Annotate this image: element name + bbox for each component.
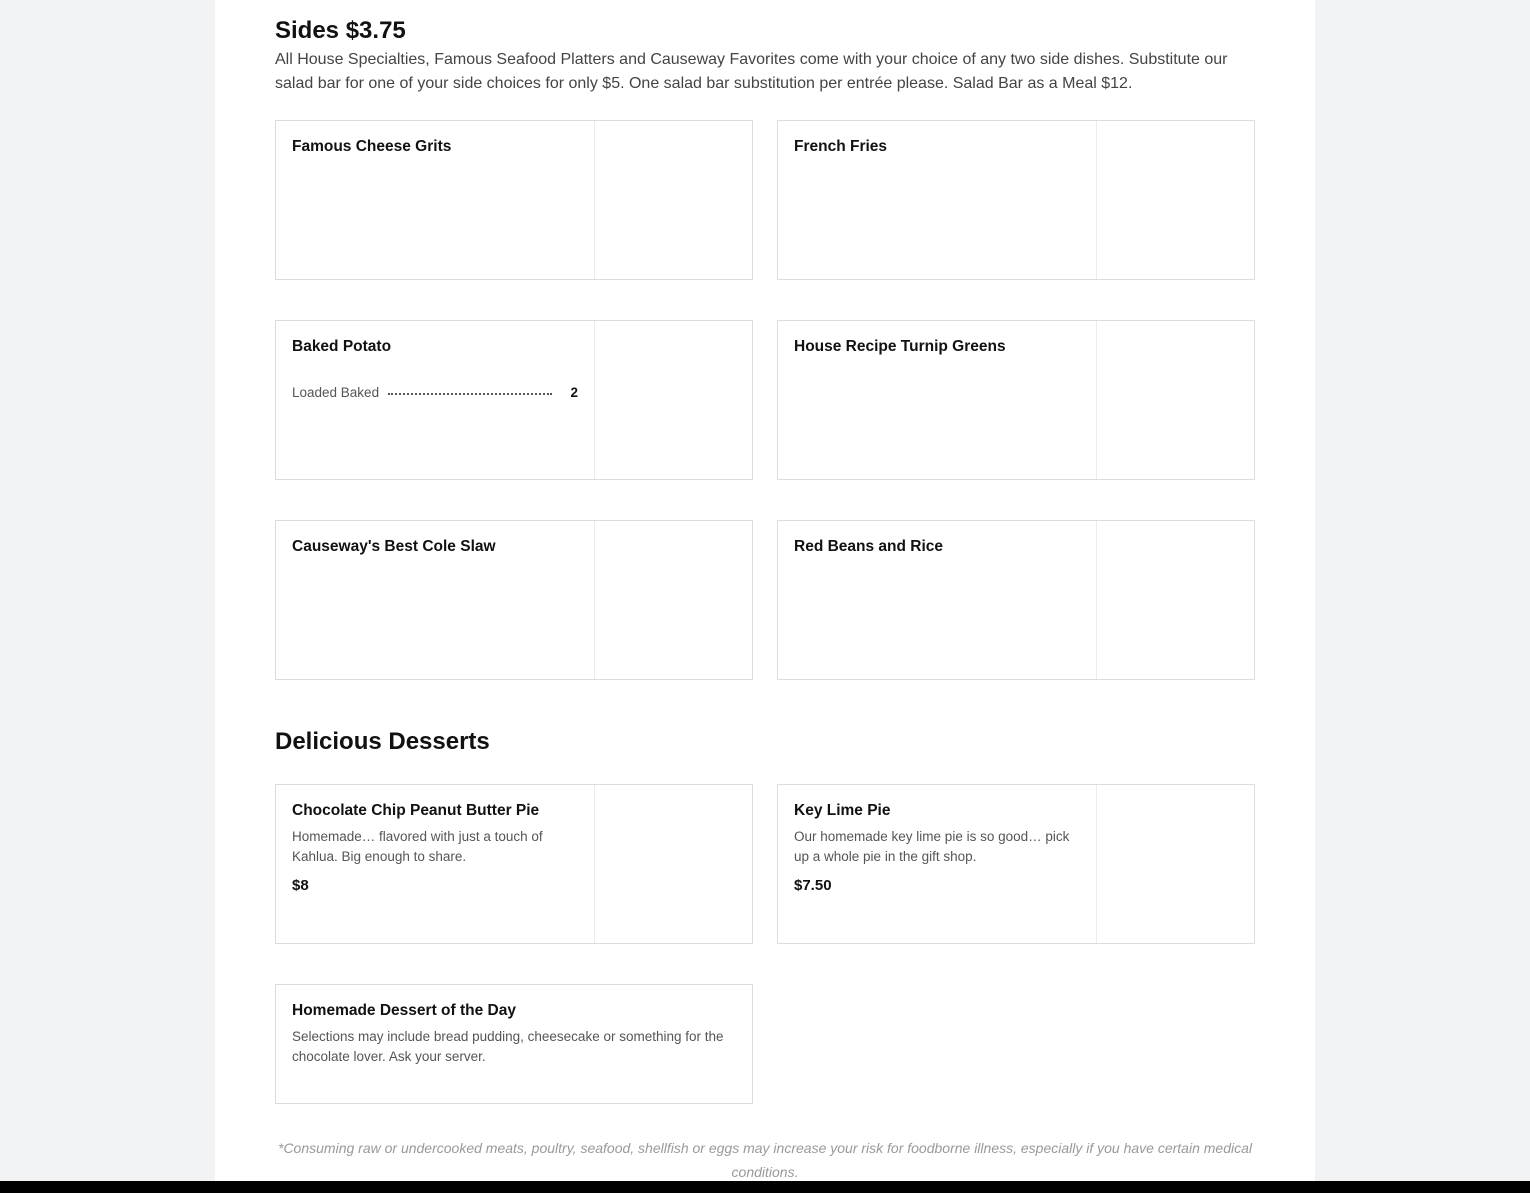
menu-item-image-area	[1096, 121, 1254, 279]
menu-item-image-area	[594, 785, 752, 943]
menu-item-image-area	[594, 321, 752, 479]
menu-item-card[interactable]	[275, 120, 753, 280]
menu-item-description: Selections may include bread pudding, cheesecake or something for the chocolate lover. Ask your server.	[292, 1029, 724, 1064]
menu-item-description: Homemade… flavored with just a touch of Kahlua. Big enough to share.	[292, 829, 543, 864]
menu-item-option	[292, 385, 578, 403]
menu-item-image-area	[1096, 521, 1254, 679]
menu-item-name: Key Lime Pie	[794, 802, 891, 819]
menu-item-name: French Fries	[794, 138, 888, 155]
food-safety-footnote: *Consuming raw or undercooked meats, poultry, seafood, shellfish or eggs may increase your risk for foodborne illness, especially if you have certain medical conditions.	[278, 1140, 1252, 1180]
menu-item-name: Famous Cheese Grits	[292, 138, 452, 155]
bottom-bar	[0, 1181, 1530, 1193]
menu-item-name: Baked Potato	[292, 338, 392, 355]
menu-item-card[interactable]	[777, 320, 1255, 480]
sides-section-title: Sides $3.75	[275, 17, 406, 44]
option-price: 2	[570, 385, 578, 400]
menu-item-name: Chocolate Chip Peanut Butter Pie	[292, 802, 540, 819]
menu-page	[215, 0, 1315, 1193]
menu-item-card[interactable]	[275, 520, 753, 680]
menu-item-description: Our homemade key lime pie is so good… pick up a whole pie in the gift shop.	[794, 829, 1070, 864]
menu-item-image-area	[594, 121, 752, 279]
menu-item-name: Red Beans and Rice	[794, 538, 944, 555]
menu-item-name: Homemade Dessert of the Day	[292, 1002, 516, 1019]
menu-item-card[interactable]	[777, 784, 1255, 944]
sides-section-description: All House Specialties, Famous Seafood Platters and Causeway Favorites come with your choice of any two side dishes. Substitute our salad bar for one of your side choices for only $5. One salad bar substitution per entrée please. Salad Bar as a Meal $12.	[275, 51, 1228, 92]
menu-item-image-area	[1096, 785, 1254, 943]
menu-item-card[interactable]	[275, 784, 753, 944]
menu-item-name: Causeway's Best Cole Slaw	[292, 538, 496, 555]
menu-item-card[interactable]	[777, 520, 1255, 680]
menu-item-name: House Recipe Turnip Greens	[794, 338, 1006, 355]
menu-item-price: $7.50	[794, 877, 832, 894]
option-leader-dots	[388, 393, 552, 395]
menu-item-price: $8	[292, 877, 309, 894]
desserts-section-title: Delicious Desserts	[275, 728, 490, 755]
menu-item-image-area	[594, 521, 752, 679]
option-label: Loaded Baked	[292, 385, 380, 400]
menu-item-card[interactable]	[275, 984, 753, 1104]
menu-item-card[interactable]	[777, 120, 1255, 280]
menu-item-card[interactable]	[275, 320, 753, 480]
menu-item-image-area	[1096, 321, 1254, 479]
